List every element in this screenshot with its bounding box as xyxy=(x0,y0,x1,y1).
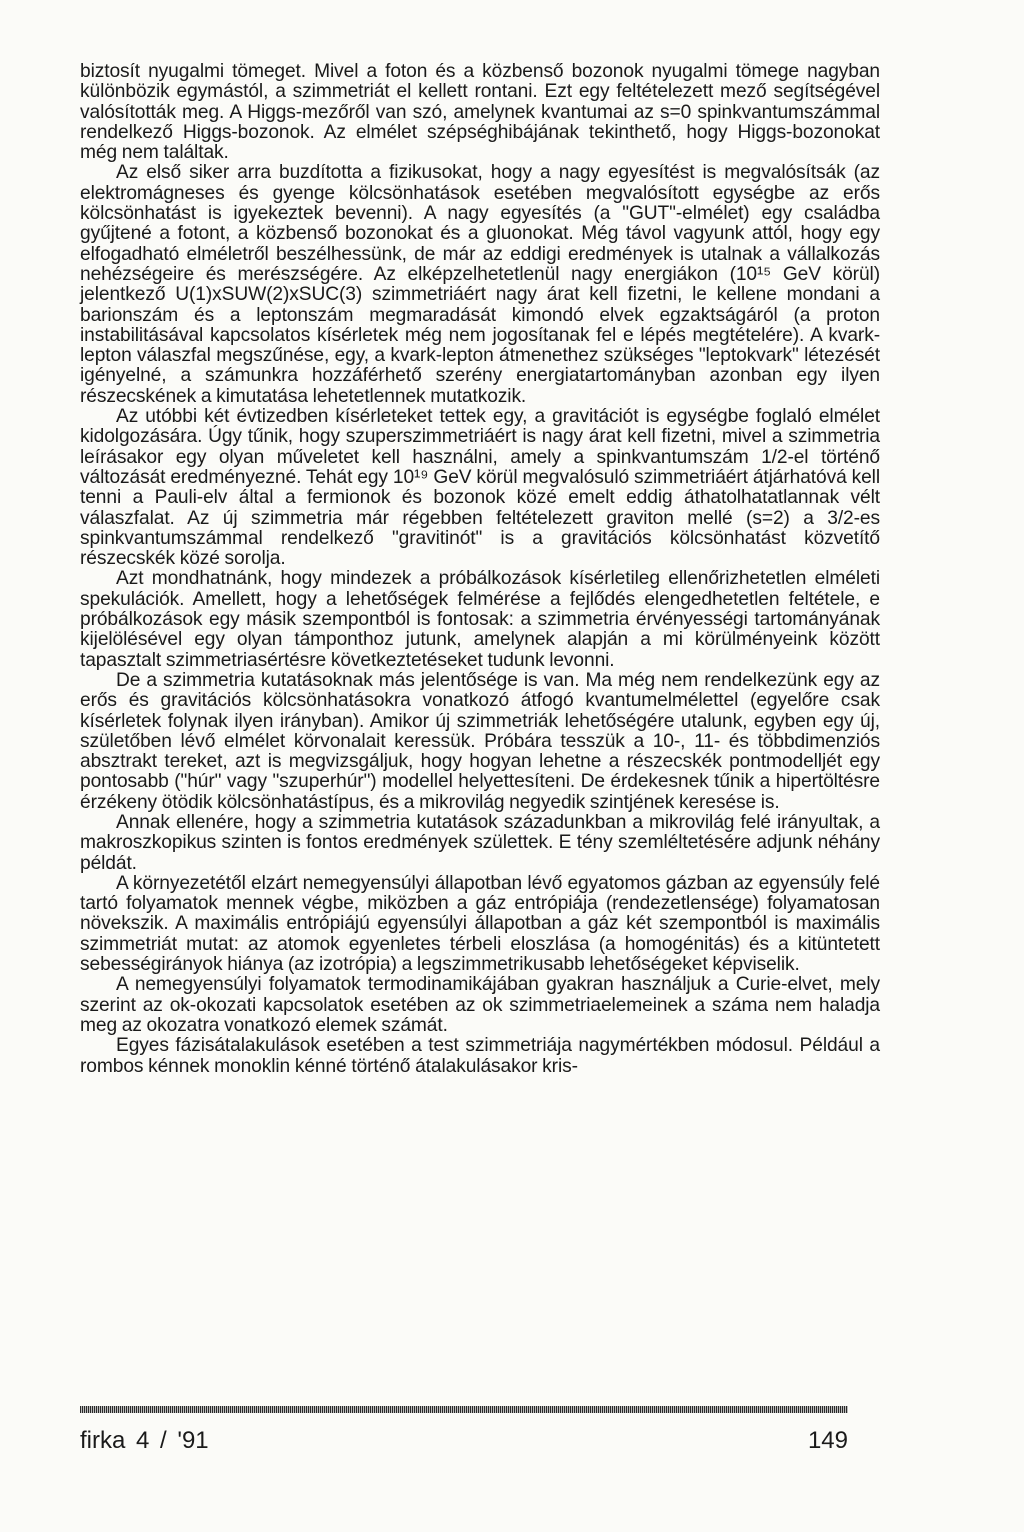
article-body xyxy=(80,62,880,1077)
paragraph-3: Az utóbbi két évtizedben kísérleteket tettek egy, a gravitációt is egységbe foglaló elmélet kidolgozására. Úgy tűnik, hogy szuperszimmetriáért is nagy árat kell fizetni, mivel a szimmetria leírásakor egy olyan műveletet kell használni, amely a spinkvantumszám 1/2-el történő változását eredményezné. Tehát egy 10¹⁹ GeV körül megvalósuló szimmetriáért átjárhatóvá kell tenni a Pauli-elv által a fermionok és bozonok közé emelt eddig áthatolhatatlannak vélt válaszfalat. Az új szimmetria már régebben feltételezett graviton mellé (s=2) a 3/2-es spinkvantumszámmal rendelkező "gravitinót" is a gravitációs kölcsönhatást közvetítő részecskék közé sorolja. xyxy=(80,406,880,570)
paragraph-4: Azt mondhatnánk, hogy mindezek a próbálkozások kísérletileg ellenőrizhetetlen elméleti spekulációk. Amellett, hogy a lehetőségek felmérése a fejlődés elengedhetetlen feltétele, e próbálkozások egy másik szempontból is fontosak: a szimmetria érvényességi tartományának kijelölésével egy olyan támponthoz jutunk, amelynek alapján a mi körülményeink között tapasztalt szimmetriasértésre következtetéseket tudunk levonni. xyxy=(80,568,880,671)
paragraph-1: biztosít nyugalmi tömeget. Mivel a foton és a közbenső bozonok nyugalmi tömege nagyban különbözik egymástól, a szimmetriát el kellett rontani. Ezt egy feltételezett mező segítségével valósították meg. A Higgs-mezőről van szó, amelynek kvantumai az s=0 spinkvantumszámmal rendelkező Higgs-bozonok. Az elmélet szépséghibájának tekinthető, hogy Higgs-bozonokat még nem találtak. xyxy=(80,61,880,164)
paragraph-8: A nemegyensúlyi folyamatok termodinamikájában gyakran használjuk a Curie-elvet, mely szerint az ok-okozati kapcsolatok esetében az ok szimmetriaelemeinek a száma nem haladja meg az okozatra vonatkozó elemek számát. xyxy=(80,974,880,1036)
paragraph-5: De a szimmetria kutatásoknak más jelentősége is van. Ma még nem rendelkezünk egy az erős és gravitációs kölcsönhatásokra vonatkozó átfogó kvantumelmélettel (egyelőre csak kísérletek folynak ilyen irányban). Amikor új szimmetriák lehetőségére utalunk, egyben egy új, születőben lévő elmélet körvonalait keressük. Próbára tesszük a 10-, 11- és többdimenziós absztrakt tereket, azt is megvizsgáljuk, hogy hogyan lehetne a részecskék pontmodelljét egy pontosabb ("húr" vagy "szuperhúr") modellel helyettesíteni. De érdekesnek tűnik a hipertöltésre érzékeny ötödik kölcsönhatástípus, és a mikrovilág negyedik szintjének keresése is. xyxy=(80,669,880,813)
journal-issue: firka 4 / '91 xyxy=(80,1427,209,1454)
footer-divider xyxy=(80,1406,848,1413)
paragraph-7: A környezetétől elzárt nemegyensúlyi állapotban lévő egyatomos gázban az egyensúly felé tartó folyamatok mennek végbe, miközben a gáz entrópiája (rendezetlensége) folyamatosan növekszik. A maximális entrópiájú egyensúlyi állapotban a gáz két szempontból is maximális szimmetriát mutat: az atomok egyenletes térbeli eloszlása (a homogénitás) és a kitüntetett sebességirányok hiánya (az izotrópia) a legszimmetrikusabb lehetőségeket képviselik. xyxy=(80,872,880,976)
paragraph-2: Az első siker arra buzdította a fizikusokat, hogy a nagy egyesítést is megvalósítsák (az elektromágneses és gyenge kölcsönhatások esetében megvalósított egységbe az erős kölcsönhatást is igyekeztek bevenni). A nagy egyesítés (a "GUT"-elmélet) egy családba gyűjtené a fotont, a közbenső bozonokat és a gluonokat. Még távol vagyunk attól, hogy egy elfogadható elméletről beszélhessünk, de már az eddigi eredmények is utalnak a vállalkozás nehézségeire és merészségére. Az elképzelhetetlenül nagy energiákon (10¹⁵ GeV körül) jelentkező U(1)xSUW(2)xSUC(3) szimmetriáért nagy árat kell fizetni, le kellene mondani a barionszám és a leptonszám megmaradását kimondó elvek egzaktságáról (a proton instabilitásával kapcsolatos kísérletek még nem jogosítanak fel e lépés megtételére). A kvark-lepton válaszfal megszűnése, egy, a kvark-lepton átmenethez szükséges "leptokvark" létezését igényelné, a számunkra hozzáférhető szerény energiatartományban azonban egy ilyen részecskének a kimutatása lehetetlennek mutatkozik. xyxy=(80,162,880,407)
paragraph-6: Annak ellenére, hogy a szimmetria kutatások századunkban a mikrovilág felé irányultak, a makroszkopikus szinten is fontos eredmények születtek. E tény szemléltetésére adjunk néhány példát. xyxy=(80,811,880,874)
paragraph-9: Egyes fázisátalakulások esetében a test szimmetriája nagymértékben módosul. Például a rombos kénnek monoklin kénné történő átalakulásakor kris- xyxy=(80,1035,880,1077)
page-number: 149 xyxy=(807,1427,848,1454)
